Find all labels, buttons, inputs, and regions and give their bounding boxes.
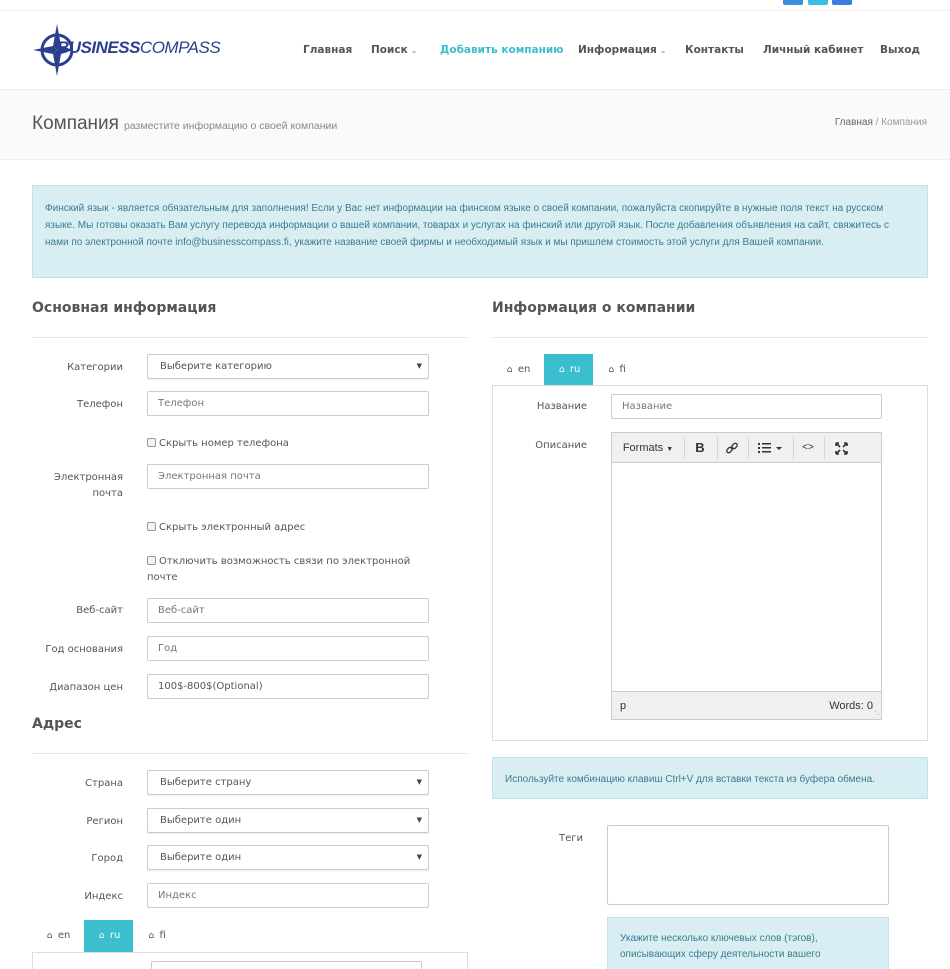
resize-handle-icon[interactable]: ⋱ <box>871 706 880 716</box>
country-label: Страна <box>85 778 123 789</box>
disable-email-checkbox[interactable] <box>147 554 412 586</box>
zip-input[interactable]: Индекс <box>147 883 429 908</box>
nav-info[interactable] <box>578 44 666 56</box>
home-icon: ⌂ <box>148 931 155 941</box>
notice-text: Финский язык - является обязательным для заполнения! Если у Вас нет информации на финском языке о своей компании, пожалуйста скопируйте в нужные поля текст на русском языке. Мы готовы оказать Вам услугу перевода информации о вашей компании, товарах и услугах на финский или другой язык. После добавления объявления на сайт, свяжитесь с нами по электронной почте info@businesscompass.fi, укажите название своей фирмы и необходимый язык и мы пришлем стоимость этой услуги для Вашей компании. <box>45 203 890 248</box>
word-count: Words: 0 <box>829 700 873 712</box>
toolbar-divider <box>748 437 749 459</box>
email-label: Электронная почта <box>53 472 123 499</box>
tab-label: en <box>57 930 71 941</box>
fullscreen-icon[interactable] <box>828 433 854 463</box>
divider <box>32 753 468 754</box>
category-select[interactable] <box>147 354 429 379</box>
year-label: Год основания <box>45 644 123 655</box>
company-info-heading: Информация о компании <box>492 300 696 316</box>
divider <box>32 337 468 338</box>
element-path: p <box>620 700 627 712</box>
phone-label: Телефон <box>76 399 123 410</box>
top-strip <box>0 0 950 11</box>
region-value: Выберите один <box>160 815 242 826</box>
logo[interactable] <box>33 24 221 76</box>
brand-name: BUSINESSCOMPASS <box>57 38 221 57</box>
tab-label: en <box>517 364 531 375</box>
home-icon: ⌂ <box>98 931 105 941</box>
caret-down-icon: ▼ <box>416 362 422 370</box>
hide-email-checkbox[interactable] <box>147 520 305 536</box>
page-title: Компания <box>32 113 119 134</box>
tags-hint-text: Укажите несколько ключевых слов (тэгов), описывающих сферу деятельности вашего <box>620 933 821 960</box>
editor-toolbar <box>612 433 881 463</box>
formats-dropdown[interactable] <box>618 433 678 463</box>
toolbar-divider <box>717 437 718 459</box>
company-tab-fi[interactable] <box>597 354 635 386</box>
tab-label: fi <box>619 364 626 375</box>
nav-contacts[interactable]: Контакты <box>685 44 744 56</box>
company-tab-ru[interactable] <box>544 354 593 386</box>
editor-statusbar <box>612 691 881 719</box>
tab-label: fi <box>159 930 166 941</box>
nav-account[interactable]: Личный кабинет <box>763 44 864 56</box>
bullet-list-icon[interactable] <box>752 433 788 463</box>
address-heading: Адрес <box>32 716 82 732</box>
nav-info-label: Информация <box>578 44 657 56</box>
social-icon[interactable] <box>783 0 803 5</box>
nav-home[interactable]: Главная <box>303 44 353 56</box>
address-input[interactable] <box>151 961 422 969</box>
city-select[interactable] <box>147 845 429 870</box>
caret-down-icon: ▼ <box>416 816 422 824</box>
hide-phone-checkbox[interactable] <box>147 436 289 452</box>
nav-search-label: Поиск <box>371 44 408 56</box>
bold-button[interactable]: B <box>695 440 705 455</box>
chevron-down-icon: ⌄ <box>410 46 418 55</box>
toolbar-divider <box>684 437 685 459</box>
caret-down-icon: ▼ <box>416 778 422 786</box>
phone-input[interactable]: Телефон <box>147 391 429 416</box>
category-value: Выберите категорию <box>160 361 272 372</box>
country-select[interactable] <box>147 770 429 795</box>
nav-add-company[interactable]: Добавить компанию <box>440 44 564 56</box>
name-label: Название <box>536 401 587 412</box>
zip-label: Индекс <box>84 891 123 902</box>
breadcrumb <box>835 117 927 128</box>
page-subtitle: разместите информацию о своей компании <box>124 120 338 132</box>
category-label: Категории <box>67 362 123 373</box>
source-code-icon[interactable]: <> <box>802 442 814 453</box>
basic-info-heading: Основная информация <box>32 300 217 316</box>
name-input[interactable]: Название <box>611 394 882 419</box>
home-icon: ⌂ <box>46 931 53 941</box>
social-icon[interactable] <box>832 0 852 5</box>
breadcrumb-home[interactable]: Главная <box>834 117 873 128</box>
tags-hint <box>607 917 889 969</box>
chevron-down-icon: ⌄ <box>659 46 667 55</box>
checkbox-box[interactable] <box>147 556 156 565</box>
price-label: Диапазон цен <box>49 682 123 693</box>
country-value: Выберите страну <box>160 777 252 788</box>
nav-logout[interactable]: Выход <box>880 44 920 56</box>
home-icon: ⌂ <box>506 365 513 375</box>
hide-phone-label: Скрыть номер телефона <box>159 438 289 449</box>
city-value: Выберите один <box>160 852 242 863</box>
tab-label: ru <box>109 930 121 941</box>
address-tab-ru[interactable] <box>84 920 133 952</box>
link-icon[interactable] <box>720 433 744 463</box>
website-input[interactable]: Веб-сайт <box>147 598 429 623</box>
checkbox-box[interactable] <box>147 438 156 447</box>
paste-hint <box>492 757 928 799</box>
divider <box>492 337 928 338</box>
breadcrumb-current: Компания <box>881 117 927 128</box>
year-input[interactable]: Год <box>147 636 429 661</box>
region-label: Регион <box>86 816 123 827</box>
social-icon[interactable] <box>808 0 828 5</box>
finnish-notice <box>32 185 928 278</box>
page-title-bar <box>0 90 950 160</box>
checkbox-box[interactable] <box>147 522 156 531</box>
website-label: Веб-сайт <box>76 605 123 616</box>
price-input[interactable]: 100$-800$(Optional) <box>147 674 429 699</box>
caret-down-icon: ▼ <box>416 853 422 861</box>
site-header <box>0 11 950 90</box>
nav-search[interactable] <box>371 44 417 56</box>
breadcrumb-separator: / <box>872 117 882 128</box>
description-label: Описание <box>535 440 587 451</box>
region-select[interactable] <box>147 808 429 833</box>
address-tab-fi[interactable] <box>137 920 175 952</box>
toolbar-divider <box>824 437 825 459</box>
address-tab-en[interactable] <box>35 920 80 952</box>
caret-down-icon: ▼ <box>666 446 674 453</box>
tags-label: Теги <box>558 833 583 844</box>
company-tab-en[interactable] <box>495 354 540 386</box>
paste-hint-text: Используйте комбинацию клавиш Ctrl+V для вставки текста из буфера обмена. <box>505 774 875 785</box>
tags-textarea[interactable] <box>607 825 889 905</box>
description-editor[interactable] <box>611 432 882 720</box>
hide-email-label: Скрыть электронный адрес <box>159 522 306 533</box>
home-icon: ⌂ <box>608 365 615 375</box>
formats-label: Formats <box>622 442 664 454</box>
home-icon: ⌂ <box>558 365 565 375</box>
disable-email-label: Отключить возможность связи по электронной почте <box>147 556 411 583</box>
toolbar-divider <box>793 437 794 459</box>
email-input[interactable]: Электронная почта <box>147 464 429 489</box>
city-label: Город <box>91 853 123 864</box>
tab-label: ru <box>569 364 581 375</box>
